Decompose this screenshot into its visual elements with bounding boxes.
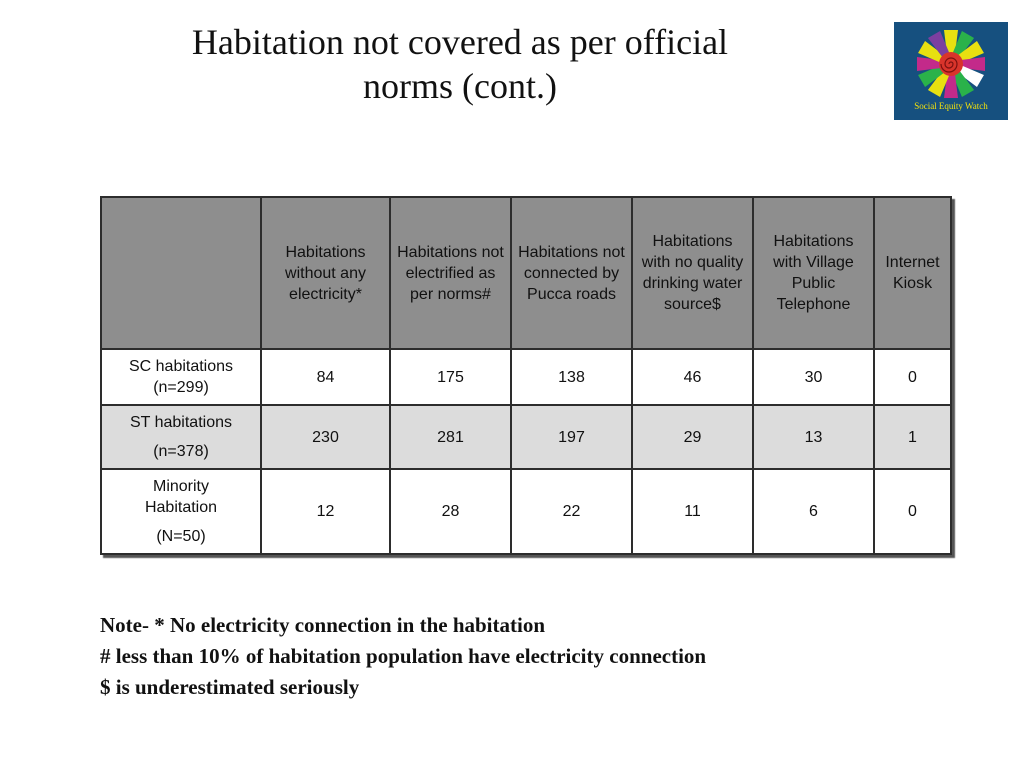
row-sublabel: (N=50): [156, 528, 206, 545]
row-label-cell: [101, 405, 261, 469]
table-cell: 175: [390, 349, 511, 405]
row-label: Minority Habitation: [144, 478, 218, 516]
header-cell: Habitations not electrified as per norms#: [390, 197, 511, 349]
header-cell-empty: [101, 197, 261, 349]
table-cell: 22: [511, 469, 632, 554]
table-cell: 0: [874, 349, 951, 405]
table-header-row: [101, 197, 951, 349]
table-cell: 6: [753, 469, 874, 554]
table-cell: 281: [390, 405, 511, 469]
table-cell: 30: [753, 349, 874, 405]
table-cell: 1: [874, 405, 951, 469]
table-row: [101, 405, 951, 469]
table-cell: 197: [511, 405, 632, 469]
habitation-table: [100, 196, 952, 555]
row-label-cell: [101, 469, 261, 554]
slide-title: [60, 20, 860, 108]
row-label: ST habitations: [130, 414, 232, 431]
row-label: SC habitations: [128, 358, 234, 375]
table-cell: 84: [261, 349, 390, 405]
table-row: [101, 349, 951, 405]
table-cell: 12: [261, 469, 390, 554]
table-cell: 29: [632, 405, 753, 469]
footnote-line: Note- * No electricity connection in the habitation: [100, 613, 546, 637]
header-cell: Internet Kiosk: [874, 197, 951, 349]
table-cell: 28: [390, 469, 511, 554]
row-sublabel: (n=299): [153, 379, 209, 396]
social-equity-watch-logo: [894, 22, 1008, 120]
footnote-line: # less than 10% of habitation population have electricity connection: [100, 644, 707, 668]
table-cell: 11: [632, 469, 753, 554]
row-sublabel: (n=378): [153, 443, 209, 460]
footnote-line: $ is underestimated seriously: [100, 675, 360, 699]
table-cell: 138: [511, 349, 632, 405]
header-cell: Habitations not connected by Pucca roads: [511, 197, 632, 349]
table-row: [101, 469, 951, 554]
logo-caption: Social Equity Watch: [914, 101, 988, 111]
header-cell: Habitations with Village Public Telephone: [753, 197, 874, 349]
table-cell: 230: [261, 405, 390, 469]
table-cell: 46: [632, 349, 753, 405]
slide-title-line-2: norms (cont.): [363, 66, 557, 106]
header-cell: Habitations without any electricity*: [261, 197, 390, 349]
row-label-cell: [101, 349, 261, 405]
slide-title-line-1: Habitation not covered as per official: [191, 22, 729, 62]
table-cell: 13: [753, 405, 874, 469]
header-cell: Habitations with no quality drinking water source$: [632, 197, 753, 349]
footnotes: [100, 610, 706, 703]
habitation-table-container: [100, 196, 952, 555]
table-cell: 0: [874, 469, 951, 554]
